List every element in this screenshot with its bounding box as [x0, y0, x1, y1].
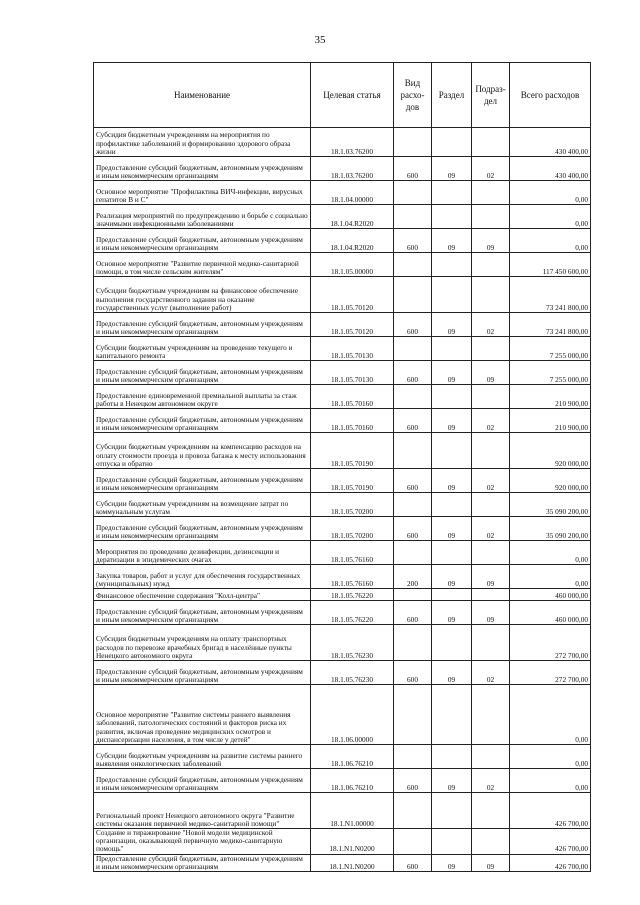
cell-target-article: 18.1.06.76210	[311, 745, 394, 769]
cell-expense-type: 600	[394, 409, 432, 433]
table-row	[94, 313, 591, 337]
cell-section: 09	[432, 565, 472, 589]
table-row	[94, 229, 591, 253]
cell-subsection	[472, 685, 510, 745]
cell-name: Мероприятия по проведению дезинфекции, дезинсекции и дератизации в эпидемических очагах	[94, 541, 311, 565]
cell-total: 117 450 600,00	[510, 253, 591, 277]
cell-total: 0,00	[510, 205, 591, 229]
cell-expense-type: 600	[394, 313, 432, 337]
table-row	[94, 661, 591, 685]
cell-target-article: 18.1.05.70200	[311, 517, 394, 541]
cell-target-article: 18.1.03.76200	[311, 157, 394, 181]
cell-name: Основное мероприятие "Профилактика ВИЧ-инфекции, вирусных гепатитов В и С"	[94, 181, 311, 205]
cell-section	[432, 625, 472, 661]
table-row	[94, 277, 591, 313]
cell-total: 7 255 000,00	[510, 337, 591, 361]
cell-section	[432, 685, 472, 745]
table-row	[94, 493, 591, 517]
cell-name: Предоставление субсидий бюджетным, автономным учреждениям и иным некоммерческим организациям	[94, 601, 311, 625]
cell-target-article: 18.1.05.76160	[311, 565, 394, 589]
cell-name: Субсидии бюджетным учреждениям на компенсацию расходов на оплату стоимости проезда и провоза багажа к месту использования отпуска и обратно	[94, 433, 311, 469]
cell-name: Создание и тиражирование "Новой модели медицинской организации, оказывающей первичную медико-санитарную помощь"	[94, 829, 311, 855]
cell-total: 73 241 800,00	[510, 313, 591, 337]
header-name: Наименование	[94, 63, 311, 128]
cell-expense-type: 600	[394, 661, 432, 685]
cell-subsection: 02	[472, 517, 510, 541]
cell-name: Субсидии бюджетным учреждениям на развитие системы раннего выявления онкологических заболеваний	[94, 745, 311, 769]
cell-subsection	[472, 385, 510, 409]
cell-target-article: 18.1.05.76230	[311, 625, 394, 661]
table-row	[94, 685, 591, 745]
cell-subsection	[472, 253, 510, 277]
table-row	[94, 793, 591, 829]
table-row	[94, 253, 591, 277]
cell-subsection: 09	[472, 361, 510, 385]
cell-total: 460 000,00	[510, 601, 591, 625]
cell-total: 920 000,00	[510, 433, 591, 469]
cell-target-article: 18.1.05.76160	[311, 541, 394, 565]
table-row	[94, 409, 591, 433]
cell-name: Предоставление единовременной премиальной выплаты за стаж работы в Ненецком автономном округе	[94, 385, 311, 409]
cell-target-article: 18.1.05.76220	[311, 589, 394, 601]
cell-subsection: 02	[472, 313, 510, 337]
cell-total: 35 090 200,00	[510, 493, 591, 517]
header-total: Всего расходов	[510, 63, 591, 128]
cell-expense-type	[394, 685, 432, 745]
cell-expense-type: 600	[394, 229, 432, 253]
cell-total: 210 900,00	[510, 385, 591, 409]
table-row	[94, 361, 591, 385]
cell-section	[432, 337, 472, 361]
cell-expense-type	[394, 337, 432, 361]
cell-subsection	[472, 205, 510, 229]
cell-subsection	[472, 277, 510, 313]
cell-section	[432, 433, 472, 469]
cell-section	[432, 205, 472, 229]
table-row	[94, 745, 591, 769]
cell-subsection	[472, 337, 510, 361]
cell-section	[432, 181, 472, 205]
table-row	[94, 854, 591, 871]
table-header-row	[94, 63, 591, 128]
cell-section: 09	[432, 361, 472, 385]
cell-target-article: 18.1.05.70160	[311, 409, 394, 433]
cell-expense-type	[394, 745, 432, 769]
cell-target-article: 18.1.06.00000	[311, 685, 394, 745]
cell-name: Финансовое обеспечение содержания "Колл-центра"	[94, 589, 311, 601]
cell-expense-type	[394, 541, 432, 565]
cell-target-article: 18.1.N1.N0200	[311, 854, 394, 871]
table-row	[94, 385, 591, 409]
cell-expense-type: 600	[394, 769, 432, 793]
cell-total: 0,00	[510, 685, 591, 745]
cell-name: Предоставление субсидий бюджетным, автономным учреждениям и иным некоммерческим организациям	[94, 229, 311, 253]
cell-target-article: 18.1.05.70190	[311, 433, 394, 469]
cell-name: Предоставление субсидий бюджетным, автономным учреждениям и иным некоммерческим организациям	[94, 313, 311, 337]
table-row	[94, 601, 591, 625]
cell-expense-type	[394, 829, 432, 855]
budget-table	[93, 62, 591, 872]
cell-subsection	[472, 433, 510, 469]
cell-section: 09	[432, 661, 472, 685]
cell-name: Закупка товаров, работ и услуг для обеспечения государственных (муниципальных) нужд	[94, 565, 311, 589]
cell-name: Субсидии бюджетным учреждениям на возмещение затрат по коммунальным услугам	[94, 493, 311, 517]
cell-section	[432, 541, 472, 565]
cell-section	[432, 793, 472, 829]
cell-target-article: 18.1.06.76210	[311, 769, 394, 793]
table-row	[94, 205, 591, 229]
cell-total: 0,00	[510, 769, 591, 793]
cell-section: 09	[432, 313, 472, 337]
header-section: Раздел	[432, 63, 472, 128]
table-row	[94, 541, 591, 565]
cell-expense-type: 600	[394, 157, 432, 181]
cell-subsection: 02	[472, 769, 510, 793]
cell-total: 460 000,00	[510, 589, 591, 601]
cell-subsection	[472, 793, 510, 829]
header-expense-type: Вид расхо-дов	[394, 63, 432, 128]
cell-total: 426 700,00	[510, 829, 591, 855]
cell-target-article: 18.1.05.70120	[311, 313, 394, 337]
cell-subsection	[472, 625, 510, 661]
cell-target-article: 18.1.N1.00000	[311, 793, 394, 829]
cell-section	[432, 253, 472, 277]
cell-name: Предоставление субсидий бюджетным, автономным учреждениям и иным некоммерческим организациям	[94, 661, 311, 685]
cell-name: Предоставление субсидий бюджетным, автономным учреждениям и иным некоммерческим организациям	[94, 517, 311, 541]
cell-expense-type	[394, 385, 432, 409]
table-row	[94, 517, 591, 541]
cell-expense-type: 600	[394, 854, 432, 871]
cell-target-article: 18.1.04.R2020	[311, 229, 394, 253]
cell-target-article: 18.1.04.00000	[311, 181, 394, 205]
cell-total: 35 090 200,00	[510, 517, 591, 541]
cell-subsection: 09	[472, 601, 510, 625]
cell-section	[432, 493, 472, 517]
cell-total: 0,00	[510, 565, 591, 589]
cell-target-article: 18.1.05.70190	[311, 469, 394, 493]
cell-target-article: 18.1.05.70130	[311, 361, 394, 385]
cell-expense-type	[394, 205, 432, 229]
cell-subsection: 09	[472, 229, 510, 253]
header-subsection: Подраз-дел	[472, 63, 510, 128]
table-row	[94, 157, 591, 181]
cell-total: 0,00	[510, 745, 591, 769]
cell-name: Региональный проект Ненецкого автономного округа "Развитие системы оказания первичной медико-санитарной помощи"	[94, 793, 311, 829]
cell-target-article: 18.1.05.76220	[311, 601, 394, 625]
cell-section: 09	[432, 769, 472, 793]
table-row	[94, 433, 591, 469]
cell-target-article: 18.1.05.70200	[311, 493, 394, 517]
cell-section: 09	[432, 157, 472, 181]
table-row	[94, 829, 591, 855]
cell-total: 210 900,00	[510, 409, 591, 433]
cell-target-article: 18.1.05.70130	[311, 337, 394, 361]
cell-name: Предоставление субсидий бюджетным, автономным учреждениям и иным некоммерческим организациям	[94, 157, 311, 181]
header-target-article: Целевая статья	[311, 63, 394, 128]
cell-expense-type: 600	[394, 517, 432, 541]
cell-total: 0,00	[510, 541, 591, 565]
cell-subsection: 02	[472, 661, 510, 685]
table-row	[94, 625, 591, 661]
table-row	[94, 181, 591, 205]
cell-expense-type	[394, 128, 432, 157]
cell-section: 09	[432, 854, 472, 871]
cell-expense-type	[394, 793, 432, 829]
cell-total: 7 255 000,00	[510, 361, 591, 385]
cell-expense-type	[394, 433, 432, 469]
cell-section	[432, 385, 472, 409]
cell-subsection: 02	[472, 157, 510, 181]
cell-name: Предоставление субсидий бюджетным, автономным учреждениям и иным некоммерческим организациям	[94, 854, 311, 871]
cell-name: Основное мероприятие "Развитие системы раннего выявления заболеваний, патологических состояний и факторов риска их развития, включая проведение медицинских осмотров и диспансеризации населения, в том числе у детей"	[94, 685, 311, 745]
cell-expense-type: 600	[394, 469, 432, 493]
cell-name: Предоставление субсидий бюджетным, автономным учреждениям и иным некоммерческим организациям	[94, 361, 311, 385]
cell-expense-type	[394, 493, 432, 517]
cell-target-article: 18.1.N1.N0200	[311, 829, 394, 855]
cell-expense-type	[394, 253, 432, 277]
cell-subsection: 09	[472, 565, 510, 589]
cell-total: 73 241 800,00	[510, 277, 591, 313]
cell-target-article: 18.1.04.R2020	[311, 205, 394, 229]
cell-total: 430 400,00	[510, 128, 591, 157]
cell-name: Субсидия бюджетным учреждениям на оплату транспортных расходов по перевозке врачебных бригад в населённые пункты Ненецкого автономного округа	[94, 625, 311, 661]
cell-section: 09	[432, 229, 472, 253]
cell-name: Основное мероприятие "Развитие первичной медико-санитарной помощи, в том числе сельским жителям"	[94, 253, 311, 277]
cell-subsection	[472, 493, 510, 517]
cell-target-article: 18.1.05.76230	[311, 661, 394, 685]
cell-name: Субсидии бюджетным учреждениям на проведение текущего и капитального ремонта	[94, 337, 311, 361]
table-row	[94, 337, 591, 361]
cell-total: 426 700,00	[510, 793, 591, 829]
cell-name: Реализация мероприятий по предупреждению и борьбе с социально значимыми инфекционными заболеваниями	[94, 205, 311, 229]
cell-target-article: 18.1.03.76200	[311, 128, 394, 157]
cell-total: 0,00	[510, 229, 591, 253]
cell-name: Субсидия бюджетным учреждениям на мероприятия по профилактике заболеваний и формированию здорового образа жизни	[94, 128, 311, 157]
cell-subsection	[472, 128, 510, 157]
cell-section	[432, 745, 472, 769]
cell-name: Предоставление субсидий бюджетным, автономным учреждениям и иным некоммерческим организациям	[94, 769, 311, 793]
cell-subsection	[472, 589, 510, 601]
cell-name: Предоставление субсидий бюджетным, автономным учреждениям и иным некоммерческим организациям	[94, 469, 311, 493]
cell-section: 09	[432, 469, 472, 493]
cell-subsection: 02	[472, 409, 510, 433]
cell-subsection	[472, 181, 510, 205]
cell-target-article: 18.1.05.70120	[311, 277, 394, 313]
cell-total: 430 400,00	[510, 157, 591, 181]
table-row	[94, 589, 591, 601]
cell-section	[432, 128, 472, 157]
table-row	[94, 769, 591, 793]
table-row	[94, 565, 591, 589]
cell-subsection: 09	[472, 854, 510, 871]
cell-total: 272 700,00	[510, 661, 591, 685]
cell-total: 920 000,00	[510, 469, 591, 493]
cell-section: 09	[432, 601, 472, 625]
cell-total: 0,00	[510, 181, 591, 205]
cell-subsection	[472, 541, 510, 565]
table-row	[94, 128, 591, 157]
cell-expense-type	[394, 277, 432, 313]
cell-expense-type: 200	[394, 565, 432, 589]
cell-section	[432, 277, 472, 313]
cell-name: Предоставление субсидий бюджетным, автономным учреждениям и иным некоммерческим организациям	[94, 409, 311, 433]
cell-expense-type	[394, 625, 432, 661]
cell-subsection	[472, 745, 510, 769]
table-row	[94, 469, 591, 493]
cell-section: 09	[432, 517, 472, 541]
cell-section: 09	[432, 409, 472, 433]
cell-target-article: 18.1.05.00000	[311, 253, 394, 277]
page-number: 35	[314, 34, 326, 46]
cell-expense-type: 600	[394, 361, 432, 385]
cell-total: 426 700,00	[510, 854, 591, 871]
cell-target-article: 18.1.05.70160	[311, 385, 394, 409]
cell-subsection: 02	[472, 469, 510, 493]
cell-expense-type	[394, 589, 432, 601]
cell-total: 272 700,00	[510, 625, 591, 661]
cell-section	[432, 589, 472, 601]
cell-section	[432, 829, 472, 855]
cell-name: Субсидии бюджетным учреждениям на финансовое обеспечение выполнения государственного задания на оказание государственных услуг (выполнение работ)	[94, 277, 311, 313]
cell-expense-type: 600	[394, 601, 432, 625]
cell-expense-type	[394, 181, 432, 205]
cell-subsection	[472, 829, 510, 855]
